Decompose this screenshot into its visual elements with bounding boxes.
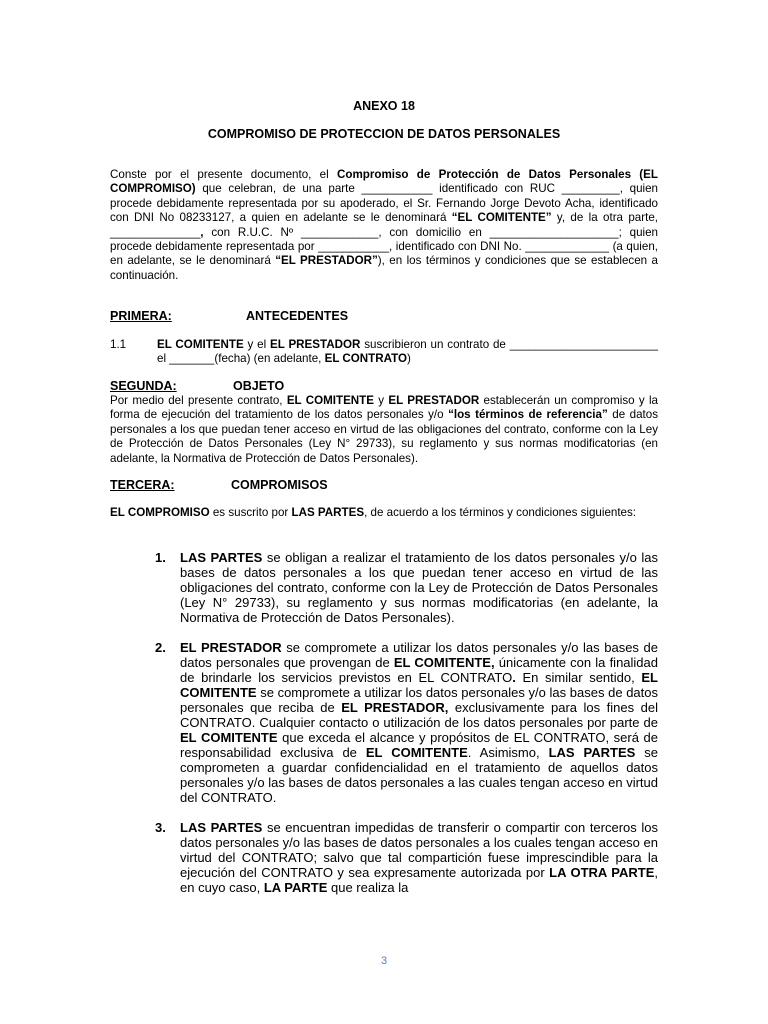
intro-text: que celebran, de una parte ___________ identificado con RUC _________, quien procede debidamente representada por su apoderado, el Sr. Fernando Jorge Devoto Acha, identificado con DNI No 08233127, a quien en adelante se le denominará [110,182,658,225]
clause-text: suscribieron un contrato de _______________________ el _______(fecha) (en adelante, [157,338,659,366]
list-number: 1. [155,550,166,565]
section-title: COMPROMISOS [231,478,328,492]
clause-number: 1.1 [110,338,127,351]
list-text: que exceda el alcance y propósitos de EL CONTRATO, será de responsabilidad exclusiva de [180,730,658,760]
list-text: exclusivamente para los fines del CONTRATO. Cualquier contacto o utilización de los datos personales por parte de [180,700,658,730]
list-bold: LAS PARTES [548,745,636,760]
tercera-paragraph [110,506,658,520]
clause-bold: EL PRESTADOR [270,338,361,351]
list-text: . Asimismo, [467,745,549,760]
clause-bold: EL COMITENTE [157,338,244,351]
section-segunda-heading [110,379,658,393]
list-item [155,820,658,895]
list-bold: EL COMITENTE [180,730,278,745]
clause-text: y el [243,338,271,351]
annex-title: ANEXO 18 [353,99,415,113]
list-bold: EL COMITENTE [365,745,468,760]
paragraph-bold: EL COMPROMISO [110,506,210,519]
list-text: se encuentran impedidas de transferir o compartir con terceros los datos personales y/o las bases de datos personales a los cuales tengan acceso en virtud del CONTRATO; salvo que tal compartición fuese imprescindible para la ejecución del CONTRATO y sea expresamente autorizada por [180,820,658,880]
list-item [155,640,658,805]
paragraph-text: , de acuerdo a los términos y condiciones siguientes: [364,506,637,519]
list-bold: EL PRESTADOR, [341,700,449,715]
intro-text: ), en los términos y condiciones que se establecen a continuación. [110,254,658,282]
intro-bold: , [200,225,204,239]
list-number: 3. [155,820,166,835]
list-bold: . [512,670,516,685]
segunda-paragraph [110,394,658,466]
section-label: PRIMERA: [110,309,172,323]
compromisos-list [155,550,658,910]
paragraph-text: establecerán un compromiso y la forma de ejecución del tratamiento de los datos personales y/o [110,394,658,422]
list-text: únicamente con la finalidad de brindarle los servicios previstos en EL CONTRATO [180,655,658,685]
list-text: se comprometen a guardar confidencialidad en el tratamiento de aquellos datos personales y/o las bases de datos personales a las cuales tengan acceso en virtud del CONTRATO. [180,745,659,805]
intro-text: Conste por el presente documento, el [110,168,337,181]
list-text: se compromete a utilizar los datos personales y/o las bases de datos personales que reciba de [180,685,658,715]
intro-paragraph [110,168,658,283]
paragraph-bold: EL PRESTADOR [388,394,480,407]
list-bold: EL COMITENTE [180,670,658,700]
paragraph-bold: EL COMITENTE [286,394,374,407]
list-text: se compromete a utilizar los datos personales y/o las bases de datos personales que provengan de [180,640,658,670]
list-bold: LA OTRA PARTE [549,865,655,880]
intro-text: y, de la otra parte, ______________ [110,211,658,239]
list-text: , en cuyo caso, [180,865,658,895]
page-number: 3 [380,955,388,967]
list-number: 2. [155,640,166,655]
list-text: En similar sentido, [515,670,642,685]
intro-bold: “EL PRESTADOR” [275,254,378,268]
paragraph-text: Por medio del presente contrato, [110,394,287,407]
section-label: TERCERA: [110,478,175,492]
clause-text: ) [407,352,411,366]
section-title: ANTECEDENTES [246,309,349,323]
paragraph-text: y [374,394,389,407]
list-bold: LA PARTE [263,880,328,895]
clause-1-1 [110,338,658,367]
clause-bold: EL CONTRATO [324,352,408,366]
section-primera-heading [110,309,658,323]
list-item [155,550,658,625]
intro-bold: “EL COMITENTE” [451,211,552,225]
intro-text: con R.U.C. Nº ____________, con domicilio en ____________________; quien procede debidamente representada por ___________, identificado con DNI No. _____________ (a quien, en adelante, se le denominará [110,225,658,268]
list-text: se obligan a realizar el tratamiento de los datos personales y/o las bases de datos personales a los que puedan tener acceso en virtud de las obligaciones del contrato, conforme con la Ley de Protección de Datos Personales (Ley N° 29733), su reglamento y sus normas modificatorias (en adelante, la Normativa de Protección de Datos Personales). [180,550,658,625]
list-bold: EL PRESTADOR [180,640,282,655]
list-text: que realiza la [327,880,409,895]
document-title: COMPROMISO DE PROTECCION DE DATOS PERSONALES [207,127,561,141]
list-bold: EL COMITENTE, [393,655,495,670]
paragraph-text: es suscrito por [209,506,292,519]
paragraph-bold: LAS PARTES [291,506,365,519]
intro-bold: Compromiso de Protección de Datos Personales (EL COMPROMISO) [110,168,658,196]
paragraph-bold: “los términos de referencia” [448,408,608,422]
section-label: SEGUNDA: [110,379,177,393]
list-bold: LAS PARTES [180,820,263,835]
paragraph-text: de datos personales a los que puedan tener acceso en virtud de las obligaciones del contrato, conforme con la Ley de Protección de Datos Personales (Ley N° 29733), su reglamento y sus normas modificatorias (en adelante, la Normativa de Protección de Datos Personales). [110,408,658,465]
list-bold: LAS PARTES [180,550,263,565]
section-tercera-heading [110,478,658,492]
section-title: OBJETO [233,379,285,393]
